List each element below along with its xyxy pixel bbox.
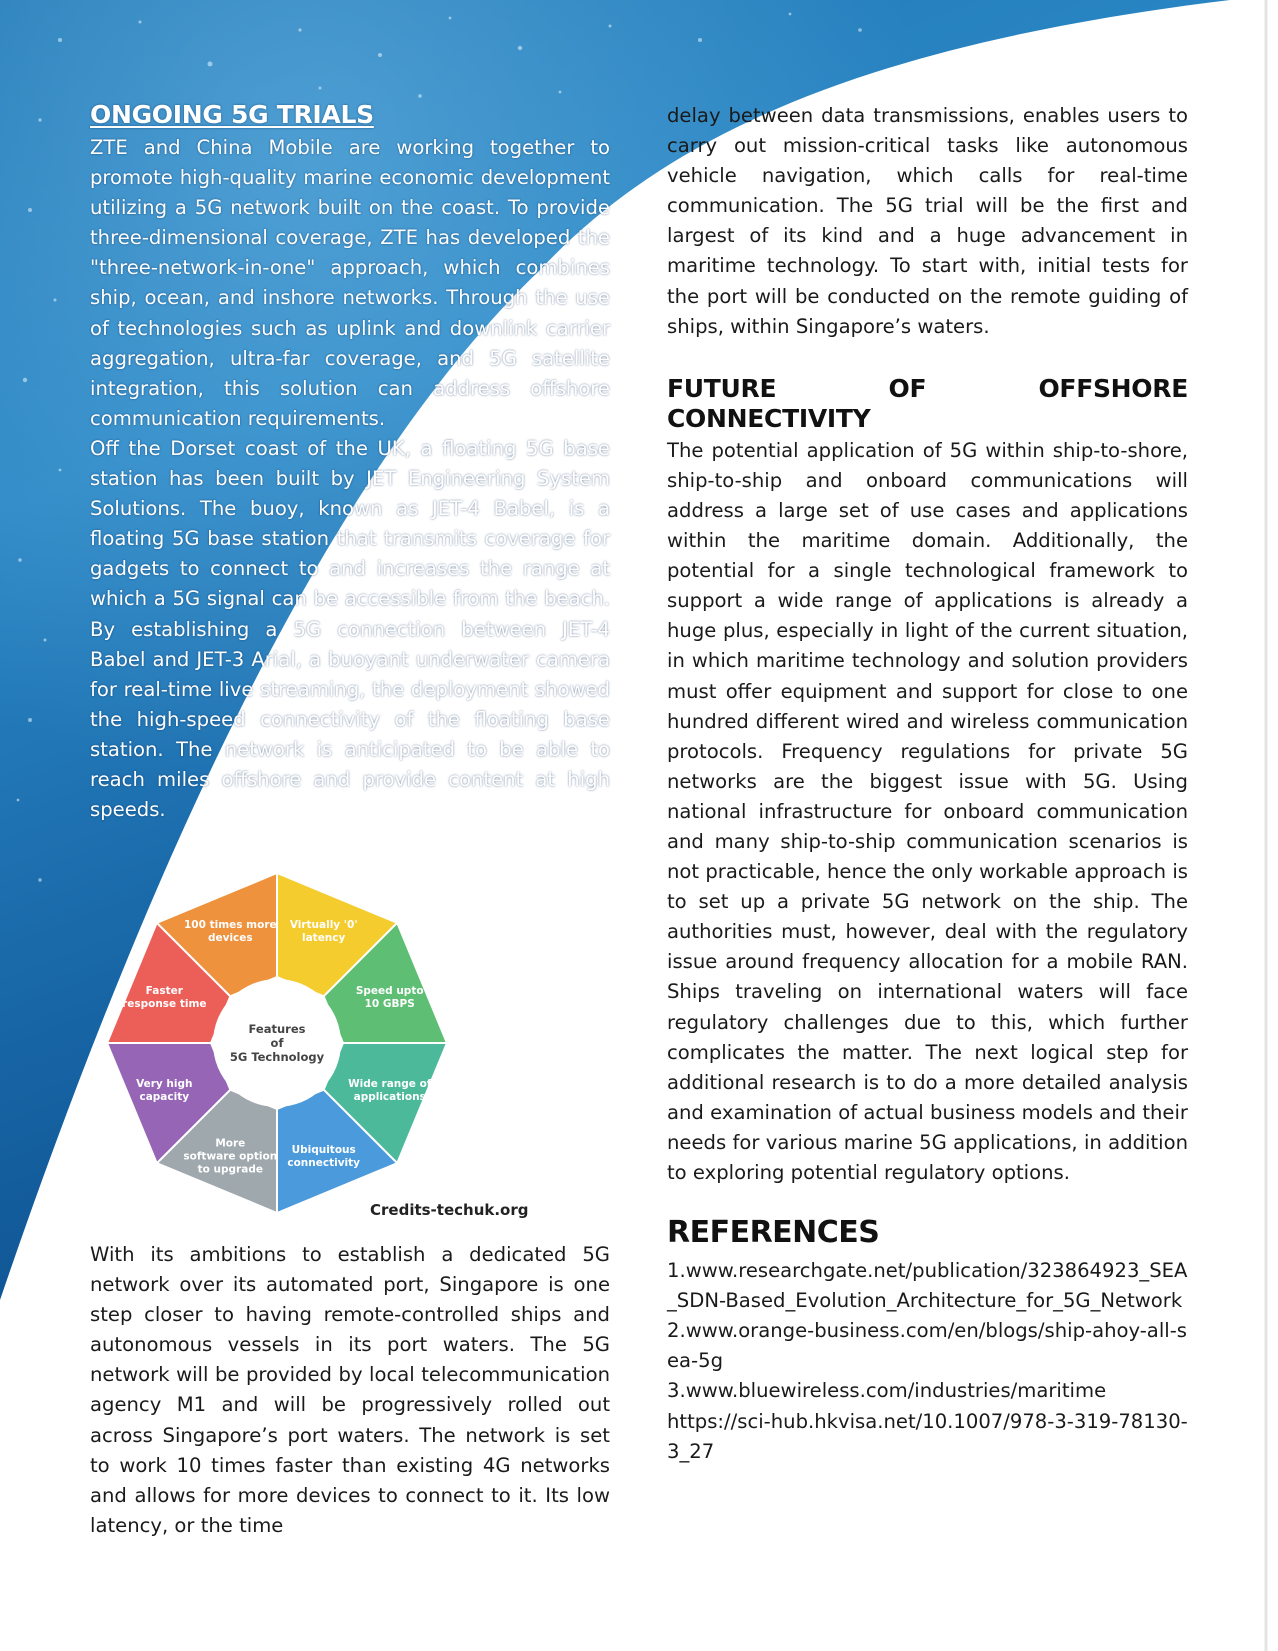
figure-credit: Credits-techuk.org <box>370 1201 529 1219</box>
paragraph-latency-continued: delay between data transmissions, enables users to carry out mission-critical tasks like autonomous vehicle navigation, which calls for real-time communication. The 5G trial will be the first and largest of its kind and a huge advancement in maritime technology. To start with, initial tests for the port will be conducted on the remote guiding of ships, within Singapore’s waters. <box>667 104 1188 338</box>
paragraph-zte-china-mobile: ZTE and China Mobile are working together to promote high-quality marine economic development utilizing a 5G network built on the coast. To provide three-dimensional coverage, ZTE has developed the "three-network-in-one" approach, which combines ship, ocean, and inshore networks. Through the use of technologies such as uplink and downlink carrier aggregation, ultra-far coverage, and 5G satellite integration, this solution can address offshore communication requirements. <box>90 136 610 430</box>
section-heading-ongoing-trials: ONGOING 5G TRIALS <box>90 100 374 129</box>
paragraph-dorset-buoy: Off the Dorset coast of the UK, a floating 5G base station has been built by JET Engineering System Solutions. The buoy, known as JET-4 Babel, is a floating 5G base station that transmits coverage for gadgets to connect to and increases the range at which a 5G signal can be accessible from the beach. By establishing a 5G connection between JET-4 Babel and JET-3 Arial, a buoyant underwater camera for real-time live streaming, the deployment showed the high-speed connectivity of the floating base station. The network is anticipated to be able to reach miles offshore and provide content at high speeds. <box>90 436 610 822</box>
section-heading-future-connectivity: FUTURE OF OFFSHORE CONNECTIVITY <box>667 373 1188 433</box>
paragraph-singapore-port: With its ambitions to establish a dedicated 5G network over its automated port, Singapore is one step closer to having remote-controlled ships and autonomous vessels in its port waters. The 5G network will be provided by local telecommunication agency M1 and will be progressively rolled out across Singapore’s port waters. The network is set to work 10 times faster than existing 4G networks and allows for more devices to connect to it. Its low latency, or the time <box>90 1243 610 1537</box>
wheel-segment-label: applications <box>353 1091 426 1104</box>
ongoing-trials-section <box>90 100 610 825</box>
reference-2: 2.www.orange-business.com/en/blogs/ship-ahoy-all-sea-5g <box>667 1319 1187 1373</box>
wheel-segment-label: Very high <box>136 1078 193 1091</box>
reference-1: 1.www.researchgate.net/publication/323864923_SEA_SDN-Based_Evolution_Architecture_for_5G_Network <box>667 1259 1188 1313</box>
wheel-segment-label: 100 times more <box>184 918 277 931</box>
wheel-segment-label: to upgrade <box>197 1163 263 1176</box>
reference-3: 3.www.bluewireless.com/industries/maritime <box>667 1379 1107 1403</box>
wheel-center-label: 5G Technology <box>229 1050 325 1064</box>
wheel-segment-label: 10 GBPS <box>364 997 415 1010</box>
wheel-center-label: Features <box>248 1022 306 1036</box>
wheel-segment-label: Speed upto <box>355 984 424 997</box>
wheel-segment-label: capacity <box>139 1091 190 1104</box>
wheel-segment-label: Virtually '0' <box>289 918 358 931</box>
wheel-segment-label: More <box>215 1137 246 1150</box>
features-5g-wheel-diagram <box>96 862 458 1224</box>
paragraph-future-connectivity: The potential application of 5G within ship-to-shore, ship-to-ship and onboard communications will address a large set of use cases and applications within the maritime domain. Additionally, the potential for a single technological framework to support a wide range of applications is already a huge plus, especially in light of the current situation, in which maritime technology and solution providers must offer equipment and support for close to one hundred different wired and wireless communication protocols. Frequency regulations for private 5G networks are the biggest issue with 5G. Using national infrastructure for onboard communication and many ship-to-ship communication scenarios is not practicable, hence the only workable approach is to set up a private 5G network on the ship. The authorities must, however, deal with the regulatory issue around frequency allocation for a mobile RAN. Ships traveling on international waters will face regulatory challenges due to this, which further complicates the matter. The next logical step for additional research is to do a more detailed analysis and examination of actual business models and their needs for various marine 5G applications, in addition to exploring potential regulatory options. <box>667 438 1188 1184</box>
wheel-segment-label: connectivity <box>287 1157 361 1170</box>
right-column <box>667 101 1188 1467</box>
wheel-segment-label: Wide range of <box>348 1078 432 1091</box>
wheel-segment-label: latency <box>301 931 346 944</box>
wheel-segment-label: response time <box>122 997 207 1010</box>
reference-4: https://sci-hub.hkvisa.net/10.1007/978-3-319-78130-3_27 <box>667 1409 1188 1463</box>
wheel-segment-label: software option <box>183 1150 278 1163</box>
wheel-center-label: of <box>270 1036 284 1050</box>
singapore-section <box>90 1240 610 1541</box>
wheel-segment-label: devices <box>207 931 253 944</box>
wheel-segment-label: Ubiquitous <box>291 1144 356 1157</box>
section-heading-references: REFERENCES <box>667 1215 880 1251</box>
wheel-segment-label: Faster <box>145 984 183 997</box>
